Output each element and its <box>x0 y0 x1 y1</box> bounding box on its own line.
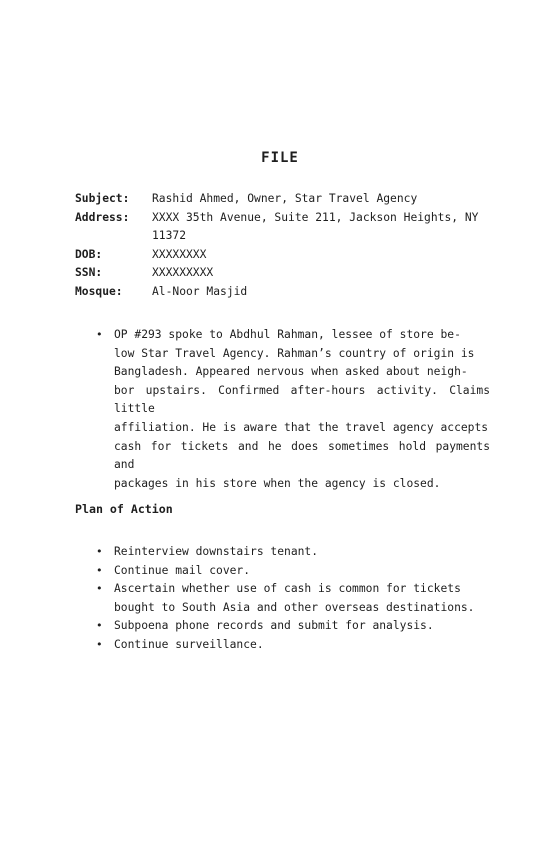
note-line: affiliation. He is aware that the travel agency accepts <box>114 420 489 434</box>
note-line: packages in his store when the agency is closed. <box>114 476 441 490</box>
list-item <box>96 562 496 581</box>
subject-fields <box>75 190 495 302</box>
list-item <box>96 543 496 562</box>
bullet-icon: • <box>96 582 103 596</box>
plan-heading: Plan of Action <box>75 502 173 516</box>
note-line: Bangladesh. Appeared nervous when asked about neigh- <box>114 365 468 379</box>
bullet-icon: • <box>96 328 103 341</box>
list-item <box>96 580 496 617</box>
plan-of-action <box>96 543 496 655</box>
mosque-value: Al-Noor Masjid <box>152 284 248 298</box>
subject-row <box>75 190 495 209</box>
dob-value: XXXXXXXX <box>152 247 207 261</box>
ssn-row <box>75 264 495 283</box>
plan-item-text: Continue mail cover. <box>114 563 251 577</box>
subject-label: Subject: <box>75 192 130 205</box>
list-item <box>96 617 496 636</box>
subject-value: Rashid Ahmed, Owner, Star Travel Agency <box>152 192 418 205</box>
dob-row <box>75 246 495 265</box>
address-value <box>152 209 495 246</box>
mosque-row <box>75 283 495 302</box>
list-item <box>96 636 496 655</box>
list-item <box>96 326 490 493</box>
bullet-icon: • <box>96 619 103 633</box>
address-label: Address: <box>75 210 130 224</box>
plan-item-text: Ascertain whether use of cash is common for tickets bought to South Asia and other overseas destinations. <box>114 582 475 614</box>
plan-item-text: Subpoena phone records and submit for analysis. <box>114 619 434 633</box>
mosque-label: Mosque: <box>75 284 123 298</box>
bullet-icon: • <box>96 563 103 577</box>
page-title: FILE <box>261 150 299 166</box>
address-line-1: XXXX 35th Avenue, Suite 211, Jackson Heights, NY <box>152 210 479 224</box>
dob-label: DOB: <box>75 247 103 261</box>
plan-item-text: Reinterview downstairs tenant. <box>114 545 319 558</box>
address-line-2: 11372 <box>152 229 187 243</box>
plan-list <box>96 543 496 655</box>
address-row <box>75 209 495 246</box>
bullet-icon: • <box>96 637 103 651</box>
note-line: bor upstairs. Confirmed after-hours activity. Claims little <box>114 383 490 416</box>
plan-item-text: Continue surveillance. <box>114 637 264 651</box>
bullet-icon: • <box>96 545 103 558</box>
note-list <box>96 326 490 493</box>
ssn-label: SSN: <box>75 266 103 280</box>
note-line: cash for tickets and he does sometimes hold payments and <box>114 439 490 472</box>
contact-note <box>96 326 490 493</box>
note-line: low Star Travel Agency. Rahman’s country of origin is <box>114 346 475 360</box>
note-line: OP #293 spoke to Abdhul Rahman, lessee of store be- <box>114 328 461 341</box>
ssn-value: XXXXXXXXX <box>152 266 214 280</box>
